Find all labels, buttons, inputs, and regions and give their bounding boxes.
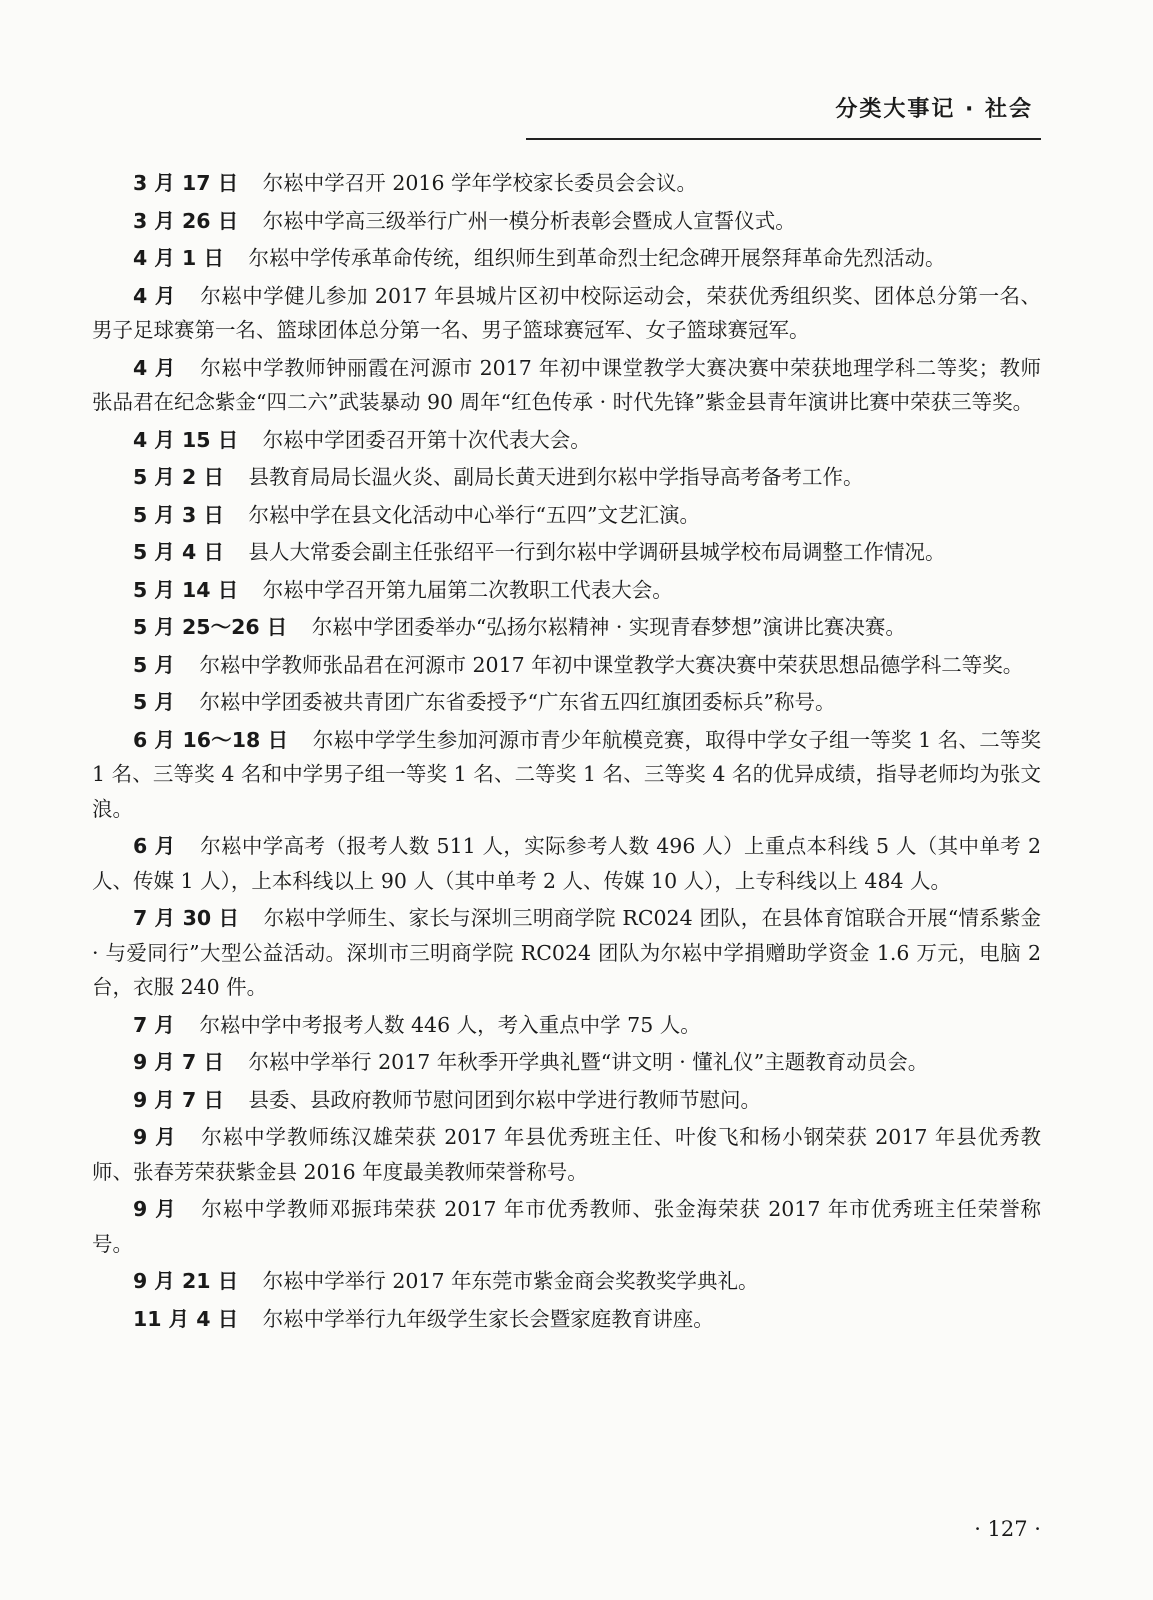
entry-text: 尔崧中学教师邓振玮荣获 2017 年市优秀教师、张金海荣获 2017 年市优秀班主任荣誉称号。 (92, 1197, 1042, 1256)
entry-text: 县委、县政府教师节慰问团到尔崧中学进行教师节慰问。 (248, 1087, 762, 1112)
entry (92, 204, 1041, 239)
entry-date: 9 月 (133, 1197, 177, 1221)
entry-date: 5 月 14 日 (133, 577, 239, 602)
entry (92, 723, 1041, 827)
entry-text: 尔崧中学学生参加河源市青少年航模竞赛，取得中学女子组一等奖 1 名、二等奖 1 名、三等奖 4 名和中学男子组一等奖 1 名、二等奖 1 名、三等奖 4 名的优异成绩，指导老师均为张文浪。 (92, 727, 1041, 821)
running-header-title: 分类大事记 · 社会 (835, 97, 1033, 122)
entry (92, 1120, 1041, 1189)
header-rule (526, 138, 1041, 140)
entry-date: 9 月 7 日 (133, 1087, 224, 1112)
entry-date: 3 月 17 日 (133, 171, 239, 195)
entry-text: 尔崧中学教师张品君在河源市 2017 年初中课堂教学大赛决赛中荣获思想品德学科二等奖。 (199, 652, 1024, 677)
entry-date: 5 月 25～26 日 (133, 615, 288, 639)
entry (92, 610, 1041, 645)
entry-date: 5 月 (133, 652, 175, 677)
entry-text: 尔崧中学教师练汉雄荣获 2017 年县优秀班主任、叶俊飞和杨小钢荣获 2017 年县优秀教师、张春芳荣获紫金县 2016 年度最美教师荣誉称号。 (92, 1125, 1042, 1184)
entry (92, 648, 1041, 683)
entry (92, 351, 1041, 420)
entry (92, 901, 1041, 1005)
entry (92, 498, 1041, 533)
entry-date: 4 月 (133, 355, 176, 380)
entry (92, 1083, 1041, 1118)
entry-text: 县人大常委会副主任张绍平一行到尔崧中学调研县城学校布局调整工作情况。 (248, 540, 946, 564)
entry (92, 1008, 1041, 1043)
entry-text: 尔崧中学高考（报考人数 511 人，实际参考人数 496 人）上重点本科线 5 人（其中单考 2 人、传媒 1 人），上本科线以上 90 人（其中单考 2 人、传媒 10 人），上专科线以上 484 人。 (92, 834, 1041, 893)
entry-date: 5 月 (133, 690, 175, 714)
entry-date: 4 月 15 日 (133, 427, 239, 452)
entry-text: 尔崧中学召开 2016 学年学校家长委员会会议。 (262, 171, 697, 195)
entry-date: 5 月 3 日 (133, 502, 224, 527)
entry-date: 4 月 1 日 (133, 246, 224, 270)
entry-text: 尔崧中学团委被共青团广东省委授予“广东省五四红旗团委标兵”称号。 (199, 690, 836, 714)
page-number: · 127 · (974, 1517, 1041, 1541)
entry-text: 尔崧中学召开第九届第二次教职工代表大会。 (262, 577, 673, 602)
entry (92, 460, 1041, 495)
entry-date: 5 月 4 日 (133, 540, 224, 564)
entry-date: 6 月 16～18 日 (133, 727, 289, 752)
entry-text: 尔崧中学教师钟丽霞在河源市 2017 年初中课堂教学大赛决赛中荣获地理学科二等奖；教师张品君在纪念紫金“四二六”武装暴动 90 周年“红色传承 · 时代先锋”紫金县青年演讲比赛中荣获三等奖。 (92, 355, 1041, 414)
entry (92, 573, 1041, 608)
entry (92, 423, 1041, 458)
entry (92, 685, 1041, 720)
entry (92, 166, 1041, 201)
entry-date: 9 月 7 日 (133, 1050, 224, 1074)
entry (92, 279, 1041, 348)
entry-date: 3 月 26 日 (133, 208, 239, 233)
chronicle-entries (92, 166, 1041, 1339)
entry-text: 尔崧中学团委召开第十次代表大会。 (262, 427, 591, 452)
entry-text: 尔崧中学传承革命传统，组织师生到革命烈士纪念碑开展祭拜革命先烈活动。 (248, 246, 946, 270)
entry-date: 7 月 30 日 (133, 906, 240, 930)
entry-text: 尔崧中学团委举办“弘扬尔崧精神 · 实现青春梦想”演讲比赛决赛。 (311, 615, 906, 639)
entry (92, 829, 1041, 898)
entry-text: 尔崧中学在县文化活动中心举行“五四”文艺汇演。 (248, 502, 701, 527)
entry-date: 9 月 (133, 1125, 177, 1149)
entry-date: 5 月 2 日 (133, 465, 224, 489)
entry-date: 4 月 (133, 283, 176, 308)
entry-date: 11 月 4 日 (133, 1306, 239, 1331)
entry (92, 1302, 1041, 1337)
entry-text: 尔崧中学师生、家长与深圳三明商学院 RC024 团队，在县体育馆联合开展“情系紫金 · 与爱同行”大型公益活动。深圳市三明商学院 RC024 团队为尔崧中学捐赠助学资金 1.6 万元，电脑 2 台，衣服 240 件。 (92, 906, 1042, 999)
entry-date: 9 月 21 日 (133, 1269, 239, 1293)
entry (92, 1264, 1041, 1299)
entry-date: 6 月 (133, 834, 176, 858)
entry (92, 241, 1041, 276)
entry-text: 县教育局局长温火炎、副局长黄天进到尔崧中学指导高考备考工作。 (248, 465, 864, 489)
entry-text: 尔崧中学高三级举行广州一模分析表彰会暨成人宣誓仪式。 (262, 208, 796, 233)
entry (92, 1045, 1041, 1080)
entry-date: 7 月 (133, 1012, 175, 1037)
entry-text: 尔崧中学健儿参加 2017 年县城片区初中校际运动会，荣获优秀组织奖、团体总分第一名、男子足球赛第一名、篮球团体总分第一名、男子篮球赛冠军、女子篮球赛冠军。 (92, 283, 1041, 342)
entry-text: 尔崧中学举行 2017 年东莞市紫金商会奖教奖学典礼。 (262, 1269, 759, 1293)
entry-text: 尔崧中学中考报考人数 446 人，考入重点中学 75 人。 (199, 1012, 701, 1037)
entry-text: 尔崧中学举行九年级学生家长会暨家庭教育讲座。 (262, 1306, 714, 1331)
entry-text: 尔崧中学举行 2017 年秋季开学典礼暨“讲文明 · 懂礼仪”主题教育动员会。 (248, 1050, 929, 1074)
entry (92, 1192, 1041, 1261)
entry (92, 535, 1041, 570)
